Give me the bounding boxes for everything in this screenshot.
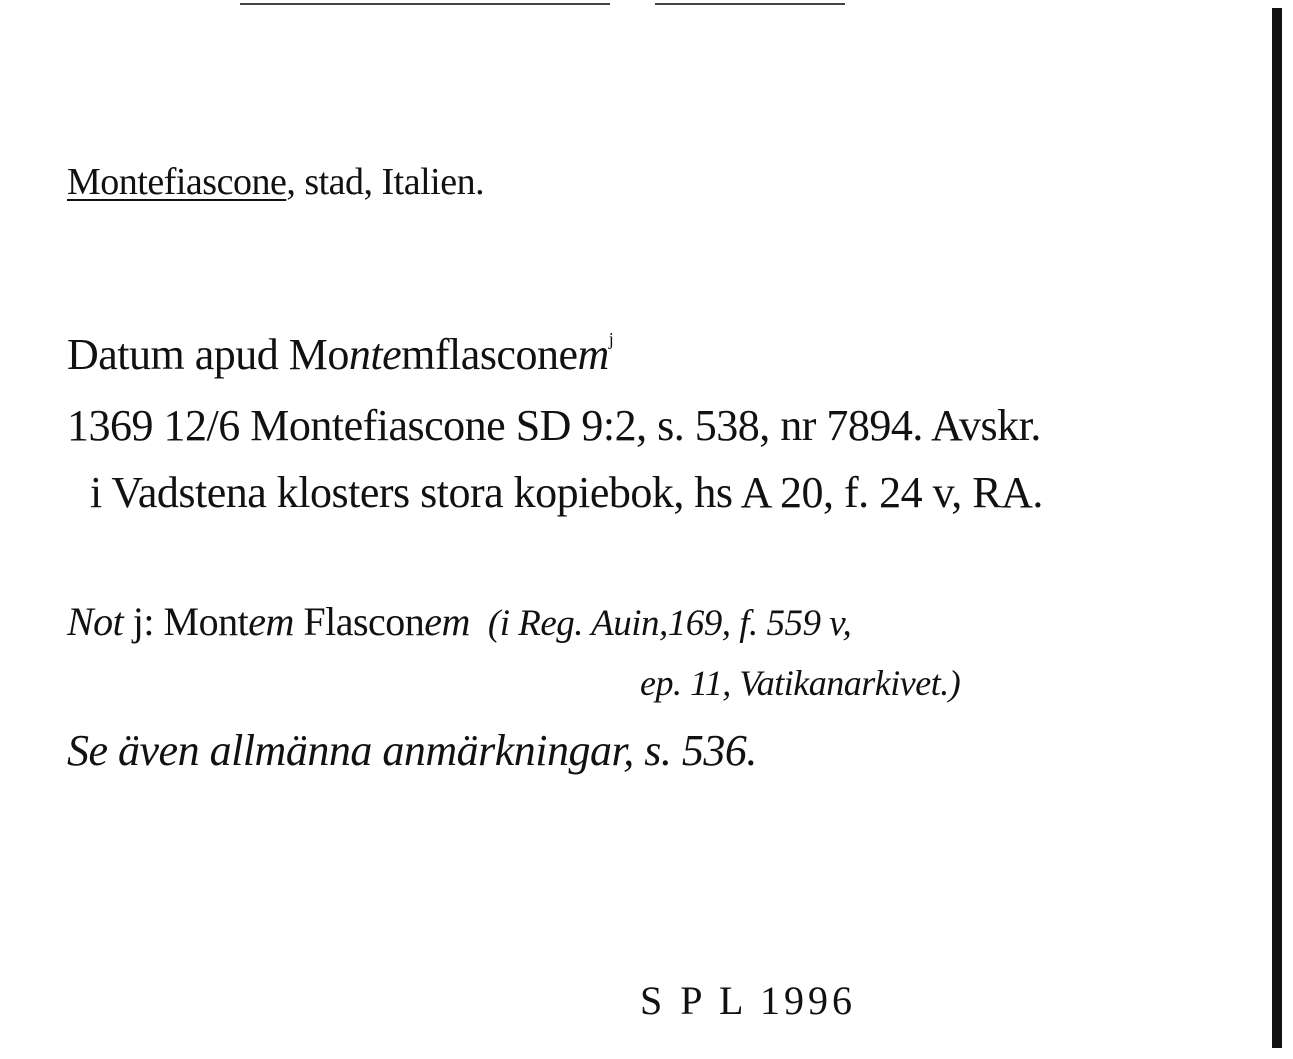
right-border (1272, 8, 1282, 1048)
note-label: Not (67, 599, 124, 644)
place-description: , stad, Italien. (286, 161, 485, 203)
note-line-2: ep. 11, Vatikanarkivet.) (640, 663, 961, 703)
note-line-1: Not j: Montem Flasconem (i Reg. Auin,169, f. 559 v, (67, 599, 852, 644)
see-also: Se även allmänna anmärkningar, s. 536. (67, 726, 757, 775)
datum-phrase: Datum apud Montemflasconem$^j$ (67, 329, 614, 379)
reference-line-2: i Vadstena klosters stora kopiebok, hs A 20, f. 24 v, RA. (90, 468, 1043, 517)
note-source: (i Reg. Auin,169, f. 559 v, (487, 603, 852, 644)
footnote-marker: j (608, 329, 614, 349)
reference-line-1: 1369 12/6 Montefiascone SD 9:2, s. 538, nr 7894. Avskr. (67, 401, 1041, 450)
top-rule (240, 3, 610, 5)
entry-heading (67, 160, 484, 204)
place-name: Montefiascone (67, 161, 287, 203)
top-rule (655, 3, 845, 5)
signature: S P L 1996 (640, 978, 856, 1023)
